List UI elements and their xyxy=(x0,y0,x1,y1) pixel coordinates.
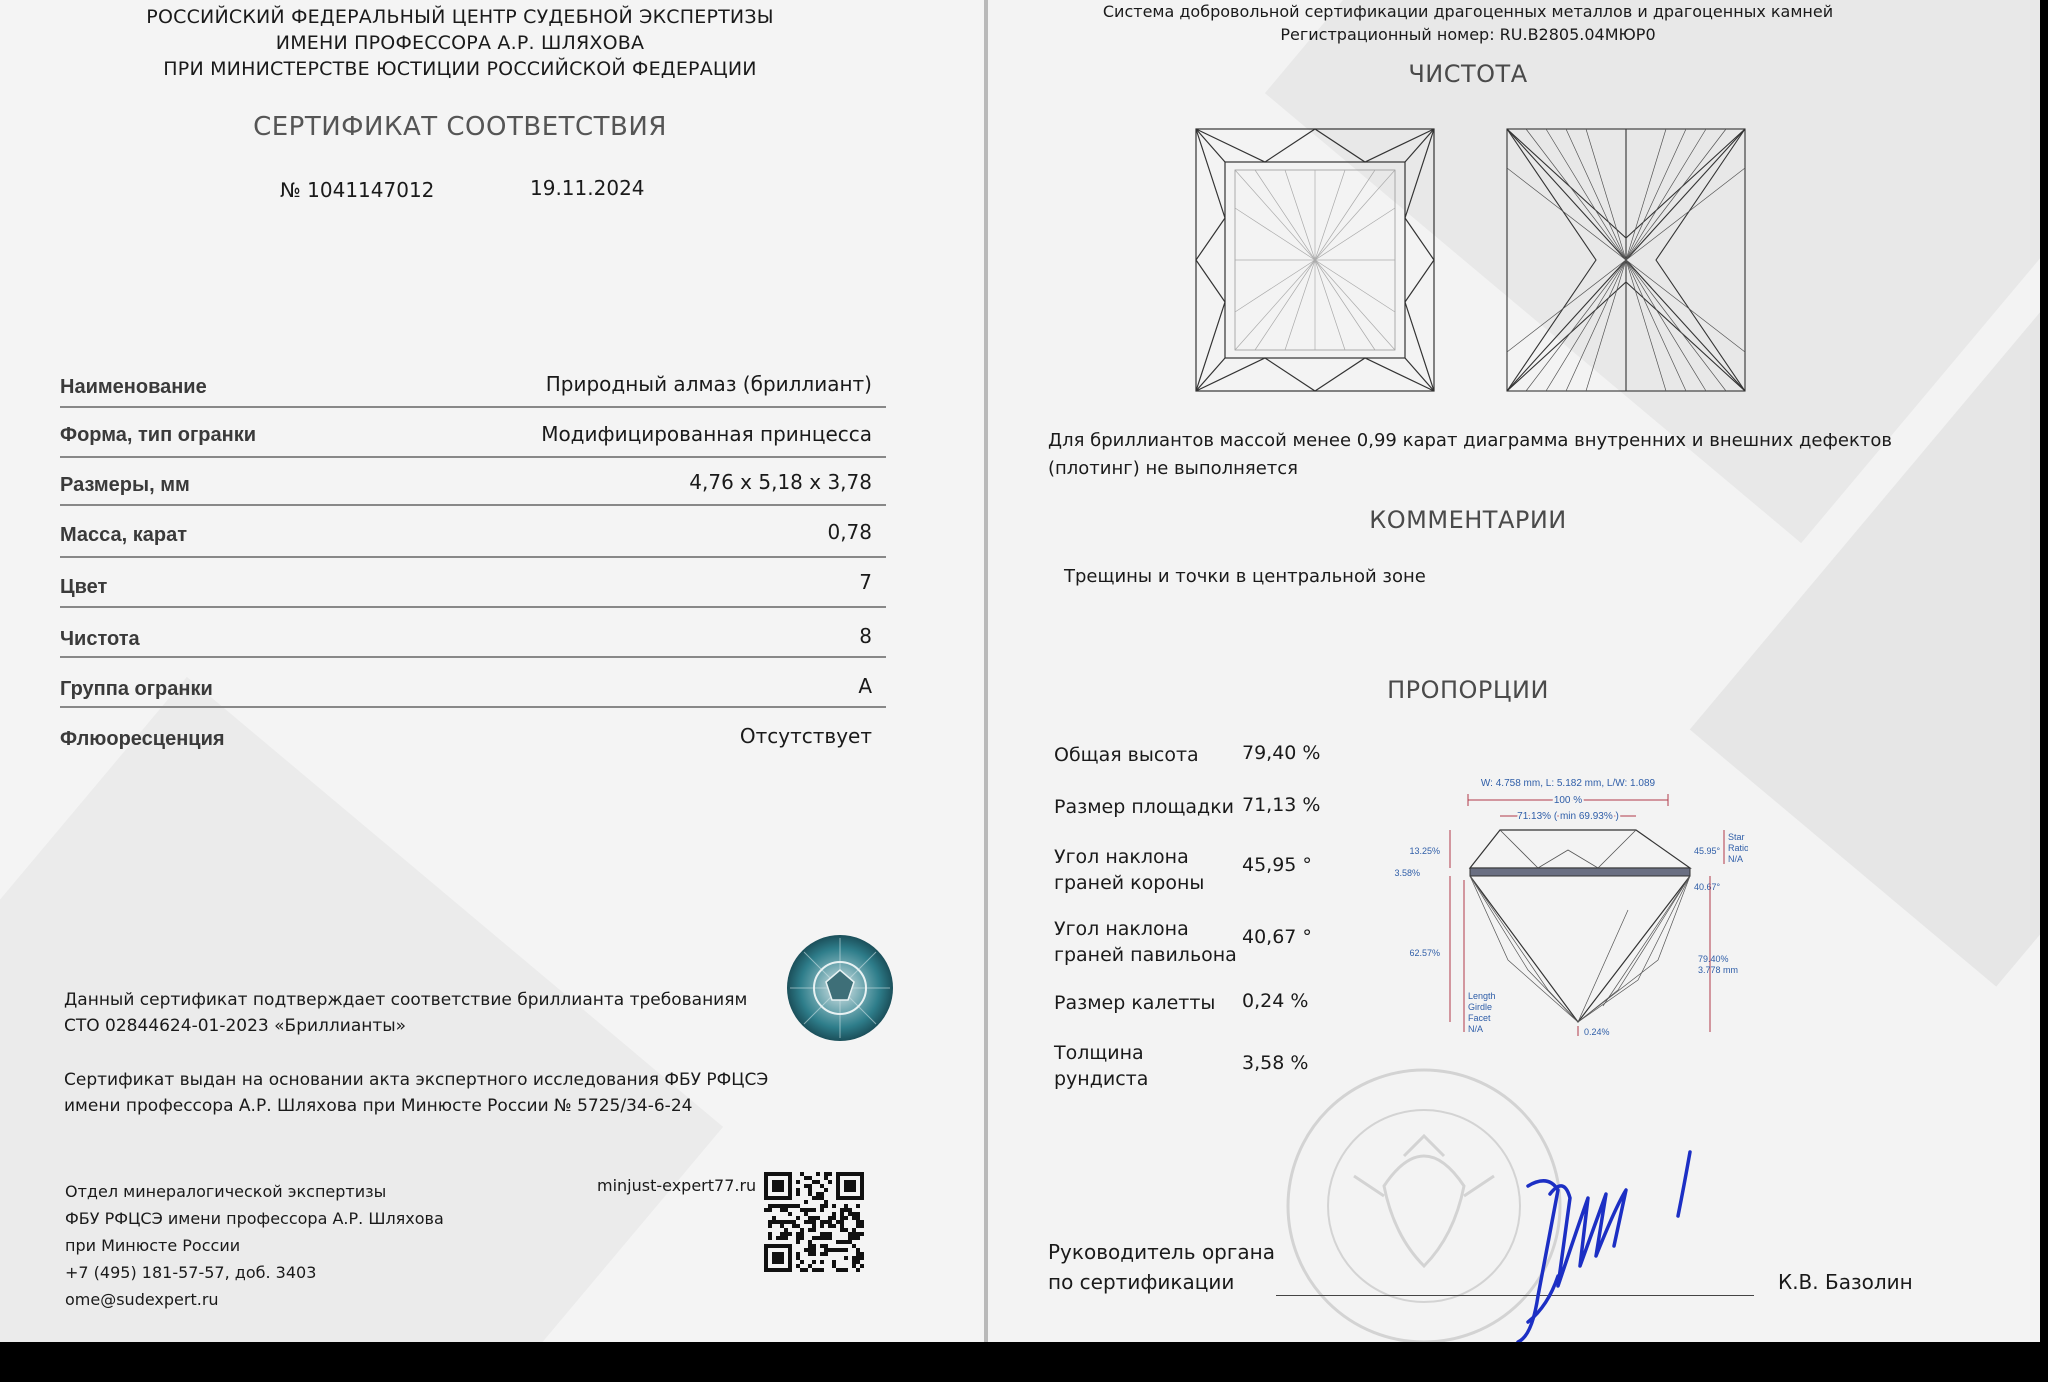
prop-label: Форма, тип огранки xyxy=(60,424,257,446)
pavilion-view-diagram xyxy=(1506,128,1746,392)
prop-label: Группа огранки xyxy=(60,678,213,700)
prop-value: Природный алмаз (бриллиант) xyxy=(545,372,872,396)
prop-label: Размеры, мм xyxy=(60,474,190,496)
certificate-left-page xyxy=(0,0,984,1342)
proportions-title: ПРОПОРЦИИ xyxy=(1387,676,1549,704)
prop-value: 7 xyxy=(859,570,872,594)
length-girdle-label: Facet xyxy=(1468,1013,1491,1023)
girdle-label: 3.58% xyxy=(1394,868,1420,878)
length-girdle-label: Length xyxy=(1468,991,1496,1001)
clarity-title: ЧИСТОТА xyxy=(1408,60,1528,88)
prop-label: Масса, карат xyxy=(60,524,188,546)
prop-value: 4,76 x 5,18 x 3,78 xyxy=(689,470,872,494)
prop-value: Отсутствует xyxy=(739,724,872,748)
table-label: 71.13% ( min 69.93% ) xyxy=(1517,811,1619,822)
contact-phone: +7 (495) 181-57-57, доб. 3403 xyxy=(65,1263,317,1282)
star-ratio-label: Ratio xyxy=(1728,843,1748,853)
proportion-value: 3,58 % xyxy=(1242,1052,1309,1074)
proportion-label: граней павильона xyxy=(1054,944,1237,966)
proportion-label: Угол наклона xyxy=(1054,918,1189,940)
total-depth-mm-label: 3.778 mm xyxy=(1698,965,1739,975)
contact-line: при Минюсте России xyxy=(65,1236,241,1255)
header-line-2: Регистрационный номер: RU.B2805.04МЮР0 xyxy=(1280,25,1656,44)
proportion-label: граней короны xyxy=(1054,872,1205,894)
proportion-label: Толщина xyxy=(1054,1042,1144,1064)
prop-value: A xyxy=(858,674,872,698)
dims-label: W: 4.758 mm, L: 5.182 mm, L/W: 1.089 xyxy=(1480,778,1656,789)
prop-label: Чистота xyxy=(60,628,140,650)
basis-line-1: Сертификат выдан на основании акта экспертного исследования ФБУ РФЦСЭ xyxy=(64,1070,769,1090)
plotting-note-line-2: (плотинг) не выполняется xyxy=(1048,458,1299,479)
total-depth-label: 79.40% xyxy=(1698,954,1729,964)
star-ratio-label: Star xyxy=(1728,832,1745,842)
prop-value: 8 xyxy=(859,624,872,648)
pavilion-angle-label: 40.67° xyxy=(1694,882,1721,892)
contact-email[interactable]: ome@sudexpert.ru xyxy=(65,1290,219,1309)
pavilion-depth-label: 62.57% xyxy=(1409,948,1440,958)
header-line-1: Система добровольной сертификации драгоценных металлов и драгоценных камней xyxy=(1102,2,1834,21)
prop-label: Наименование xyxy=(60,376,207,398)
certificate-number: № 1041147012 xyxy=(280,178,435,202)
org-line-2: ИМЕНИ ПРОФЕССОРА А.Р. ШЛЯХОВА xyxy=(275,32,645,54)
signatory-name: К.В. Базолин xyxy=(1778,1270,1913,1294)
plotting-note-line-1: Для бриллиантов массой менее 0,99 карат диаграмма внутренних и внешних дефектов xyxy=(1048,430,1892,451)
certificate-right-page xyxy=(988,0,2040,1342)
certificate-date: 19.11.2024 xyxy=(530,176,645,200)
proportion-label: Угол наклона xyxy=(1054,846,1189,868)
qr-code-icon xyxy=(764,1172,864,1272)
proportion-value: 79,40 % xyxy=(1242,742,1321,764)
pct100-label: 100 % xyxy=(1553,795,1583,806)
contact-line: Отдел минералогической экспертизы xyxy=(65,1182,387,1201)
org-line-3: ПРИ МИНИСТЕРСТВЕ ЮСТИЦИИ РОССИЙСКОЙ ФЕДЕРАЦИИ xyxy=(163,58,757,80)
proportion-label: рундиста xyxy=(1054,1068,1149,1090)
proportion-value: 40,67 ° xyxy=(1242,926,1312,948)
website-link[interactable]: minjust-expert77.ru xyxy=(597,1176,757,1195)
proportions-diagram xyxy=(1388,770,1748,1070)
comment-text: Трещины и точки в центральной зоне xyxy=(1064,566,1426,587)
divider xyxy=(60,656,886,658)
basis-line-2: имени профессора А.Р. Шляхова при Минюсте России № 5725/34-6-24 xyxy=(64,1096,693,1116)
prop-value: Модифицированная принцесса xyxy=(541,422,872,446)
divider xyxy=(60,606,886,608)
statement-line-1: Данный сертификат подтверждает соответствие бриллианта требованиям xyxy=(64,990,748,1010)
prop-value: 0,78 xyxy=(827,520,872,544)
statement-line-2: СТО 02844624-01-2023 «Бриллианты» xyxy=(64,1016,407,1036)
signatory-line-2: по сертификации xyxy=(1048,1270,1235,1294)
signatory-line-1: Руководитель органа xyxy=(1048,1240,1275,1264)
hologram-seal-icon xyxy=(786,934,894,1042)
signature-icon xyxy=(1488,1146,1728,1342)
divider xyxy=(60,406,886,408)
divider xyxy=(60,556,886,558)
length-girdle-label: N/A xyxy=(1468,1024,1484,1034)
contact-line: ФБУ РФЦСЭ имени профессора А.Р. Шляхова xyxy=(65,1209,444,1228)
length-girdle-label: Girdle xyxy=(1468,1002,1493,1012)
proportion-value: 0,24 % xyxy=(1242,990,1309,1012)
certificate-title: СЕРТИФИКАТ СООТВЕТСТВИЯ xyxy=(253,112,667,142)
prop-label: Цвет xyxy=(60,576,108,598)
divider xyxy=(60,504,886,506)
crown-angle-label: 45.95° xyxy=(1694,846,1721,856)
divider xyxy=(60,456,886,458)
comments-title: КОММЕНТАРИИ xyxy=(1369,506,1567,534)
crown-height-label: 13.25% xyxy=(1409,846,1440,856)
proportion-value: 45,95 ° xyxy=(1242,854,1312,876)
proportion-label: Размер калетты xyxy=(1054,992,1216,1014)
culet-label: 0.24% xyxy=(1584,1027,1610,1037)
divider xyxy=(60,706,886,708)
proportion-label: Общая высота xyxy=(1054,744,1199,766)
prop-label: Флюоресценция xyxy=(60,728,225,750)
crown-view-diagram xyxy=(1195,128,1435,392)
proportion-value: 71,13 % xyxy=(1242,794,1321,816)
org-line-1: РОССИЙСКИЙ ФЕДЕРАЛЬНЫЙ ЦЕНТР СУДЕБНОЙ ЭКСПЕРТИЗЫ xyxy=(146,6,774,28)
star-ratio-label: N/A xyxy=(1728,854,1744,864)
proportion-label: Размер площадки xyxy=(1054,796,1235,818)
